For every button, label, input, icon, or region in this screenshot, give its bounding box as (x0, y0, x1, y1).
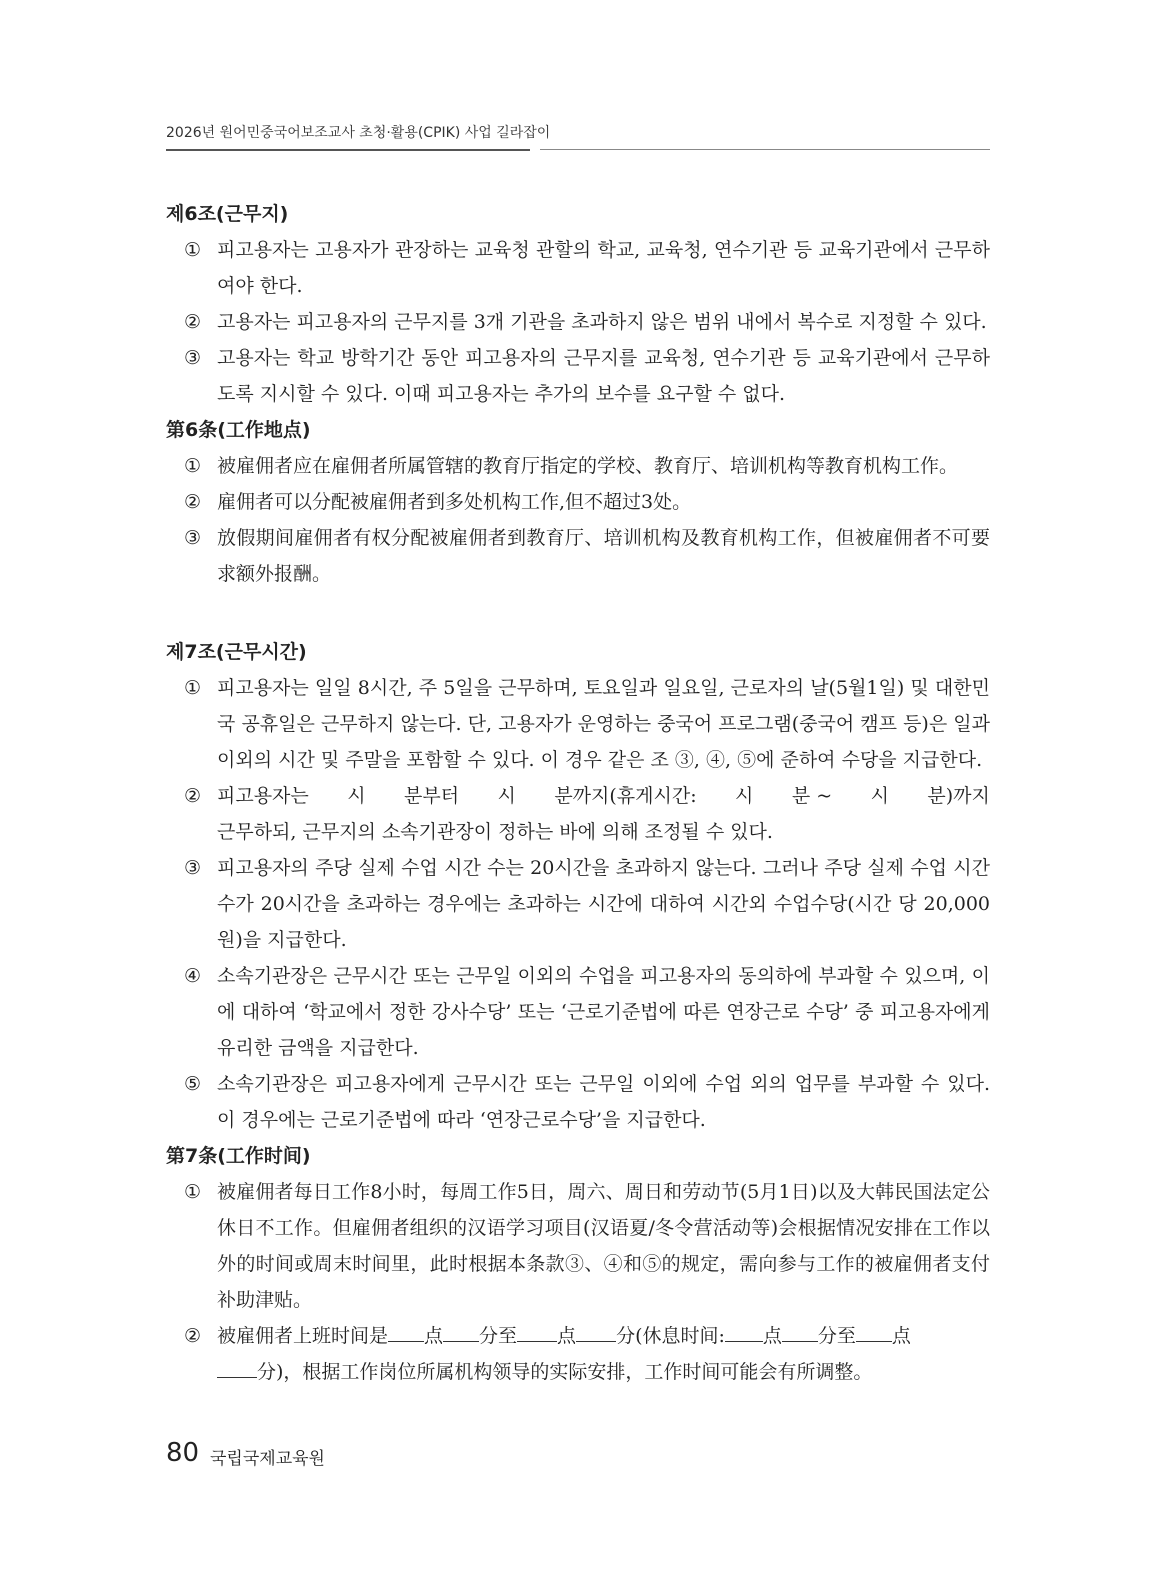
article-6-zh-item (166, 520, 990, 592)
fill-in-blank (443, 1321, 479, 1342)
fill-in-blank (856, 1321, 892, 1342)
item-number: ④ (184, 965, 202, 987)
running-header: 2026년 원어민중국어보조교사 초청·활용(CPIK) 사업 길라잡이 (166, 125, 551, 141)
item-number: ③ (184, 527, 202, 549)
item-number: ⑤ (184, 1073, 202, 1095)
header-rule-dark (166, 149, 530, 151)
article-7-ko-item (166, 1066, 990, 1138)
article-7-ko-item (166, 670, 990, 778)
article-6-ko-item (166, 232, 990, 304)
header-rule-light (540, 149, 990, 150)
item-number: ① (184, 677, 202, 699)
item-text: 고용자는 피고용자의 근무지를 3개 기관을 초과하지 않은 범위 내에서 복수로 지정할 수 있다. (217, 311, 987, 333)
article-6-zh-heading: 第6条(工作地点) (166, 419, 311, 441)
article-6-ko-item (166, 340, 990, 412)
hours-line (217, 778, 990, 814)
item-text: 被雇佣者每日工作8小时，每周工作5日，周六、周日和劳动节(5月1日)以及大韩民国法定公休日不工作。但雇佣者组织的汉语学习项目(汉语夏/冬令营活动等)会根据情况安排在工作以外的时间或周末时间里，此时根据本条款③、④和⑤的规定，需向参与工作的被雇佣者支付补助津贴。 (217, 1181, 990, 1311)
hours-text: 点 (762, 1325, 782, 1347)
hours-text: 분 ~ (791, 785, 833, 807)
article-6-zh-item (166, 484, 990, 520)
item-number: ③ (184, 347, 202, 369)
article-7-ko-item-hours (166, 778, 990, 850)
item-text: 피고용자는 일일 8시간, 주 5일을 근무하며, 토요일과 일요일, 근로자의 날(5월1일) 및 대한민국 공휴일은 근무하지 않는다. 단, 고용자가 운영하는 중국어 프로그램(중국어 캠프 등)은 일과 이외의 시간 및 주말을 포함할 수 있다. 이 경우 같은 조 ③, ④, ⑤에 준하여 수당을 지급한다. (217, 677, 990, 771)
page-number: 80 (166, 1438, 200, 1468)
hours-text: 시 (870, 785, 889, 807)
article-6-ko-heading: 제6조(근무지) (166, 203, 289, 225)
hours-text: 分至 (817, 1325, 856, 1347)
item-text: 피고용자는 고용자가 관장하는 교육청 관할의 학교, 교육청, 연수기관 등 교육기관에서 근무하여야 한다. (217, 239, 990, 297)
item-text: 피고용자의 주당 실제 수업 시간 수는 20시간을 초과하지 않는다. 그러나 주당 실제 수업 시간수가 20시간을 초과하는 경우에는 초과하는 시간에 대하여 시간외 수업수당(시간 당 20,000원)을 지급한다. (217, 857, 990, 951)
item-text: 被雇佣者应在雇佣者所属管辖的教育厅指定的学校、教育厅、培训机构等教育机构工作。 (217, 455, 959, 477)
fill-in-blank (517, 1321, 557, 1342)
item-number: ② (184, 1325, 202, 1347)
fill-in-blank (725, 1321, 763, 1342)
hours-text: 点 (891, 1325, 911, 1347)
item-text: 雇佣者可以分配被雇佣者到多处机构工作,但不超过3处。 (217, 491, 692, 513)
hours-line-continued (217, 1354, 990, 1390)
item-number: ① (184, 239, 202, 261)
hours-text: 분부터 (404, 785, 460, 807)
hours-text: 点 (557, 1325, 577, 1347)
item-text: 소속기관장은 피고용자에게 근무시간 또는 근무일 이외에 수업 외의 업무를 부과할 수 있다. 이 경우에는 근로기준법에 따라 ‘연장근로수당’을 지급한다. (217, 1073, 990, 1131)
hours-text: 피고용자는 (217, 785, 309, 807)
item-number: ③ (184, 857, 202, 879)
fill-in-blank (782, 1321, 818, 1342)
footer-organization: 국립국제교육원 (210, 1449, 325, 1469)
item-number: ② (184, 785, 202, 807)
document-body (166, 196, 990, 1390)
article-6-ko-item (166, 304, 990, 340)
fill-in-blank (576, 1321, 616, 1342)
fill-in-blank (217, 1357, 257, 1378)
article-7-zh-item-hours (166, 1318, 990, 1390)
item-text: 소속기관장은 근무시간 또는 근무일 이외의 수업을 피고용자의 동의하에 부과할 수 있으며, 이에 대하여 ‘학교에서 정한 강사수당’ 또는 ‘근로기준법에 따른 연장근로 수당’ 중 피고용자에게 유리한 금액을 지급한다. (217, 965, 990, 1059)
hours-text: 시 (735, 785, 754, 807)
hours-text: 분)까지 (927, 785, 990, 807)
hours-text: 点 (424, 1325, 444, 1347)
item-number: ① (184, 455, 202, 477)
hours-text: 분까지(휴게시간: (554, 785, 697, 807)
article-7-zh-item (166, 1174, 990, 1318)
item-number: ① (184, 1181, 202, 1203)
hours-text: 被雇佣者上班时间是 (217, 1325, 389, 1347)
hours-text: 시 (347, 785, 366, 807)
article-7-ko-item (166, 850, 990, 958)
hours-line (217, 1318, 990, 1354)
item-number: ② (184, 491, 202, 513)
item-text: 고용자는 학교 방학기간 동안 피고용자의 근무지를 교육청, 연수기관 등 교육기관에서 근무하도록 지시할 수 있다. 이때 피고용자는 추가의 보수를 요구할 수 없다. (217, 347, 990, 405)
hours-text: 分(休息时间: (616, 1325, 725, 1347)
article-7-ko-heading: 제7조(근무시간) (166, 641, 307, 663)
article-6-zh-item (166, 448, 990, 484)
hours-text: 시 (497, 785, 516, 807)
article-7-ko-item (166, 958, 990, 1066)
hours-text: 分至 (479, 1325, 518, 1347)
item-number: ② (184, 311, 202, 333)
item-text: 放假期间雇佣者有权分配被雇佣者到教育厅、培训机构及教育机构工作，但被雇佣者不可要求额外报酬。 (217, 527, 990, 585)
fill-in-blank (388, 1321, 424, 1342)
article-7-zh-heading: 第7条(工作时间) (166, 1145, 311, 1167)
item-text: 分)，根据工作岗位所属机构领导的实际安排，工作时间可能会有所调整。 (257, 1361, 873, 1383)
item-text: 근무하되, 근무지의 소속기관장이 정하는 바에 의해 조정될 수 있다. (217, 821, 773, 843)
